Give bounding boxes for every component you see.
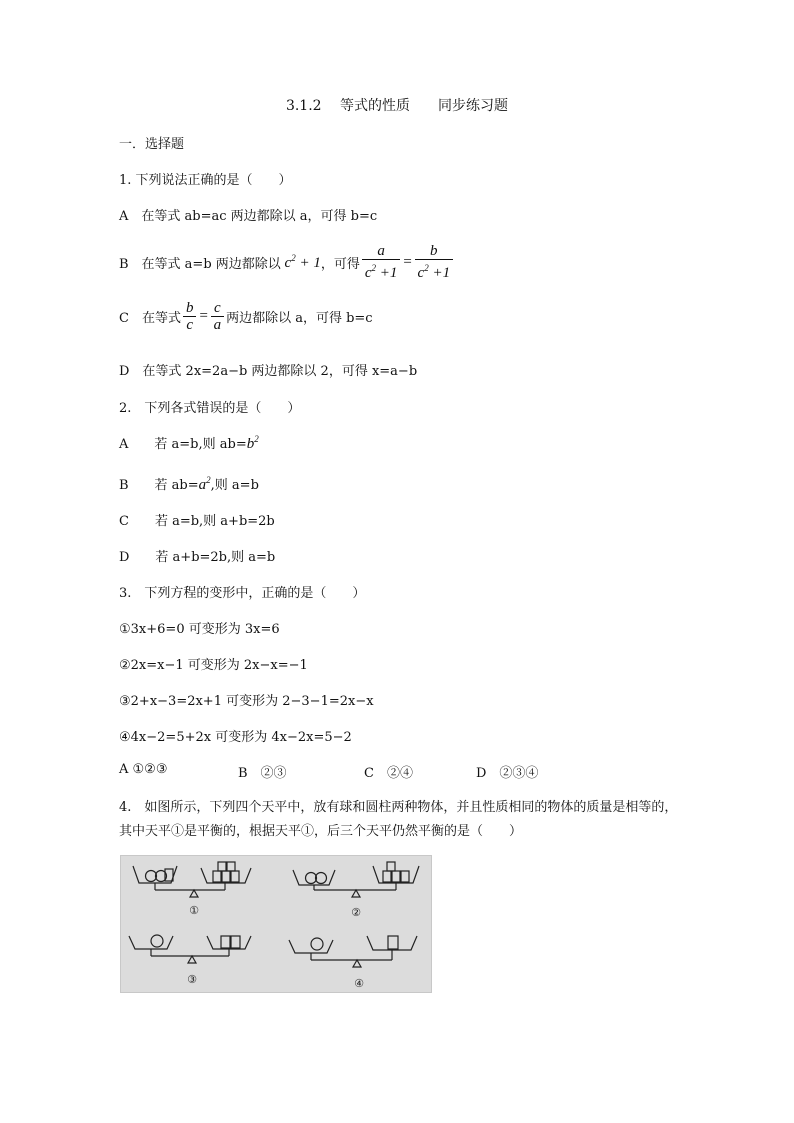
- q2-option-b: [119, 474, 259, 494]
- balance-label-2: ②: [351, 906, 361, 919]
- q1-option-b-text2: ，可得: [320, 256, 360, 272]
- q1-option-b-text: B 在等式 a=b 两边都除以: [119, 256, 281, 272]
- q4-stem: 4. 如图所示，下列四个天平中，放有球和圆柱两种物体，并且性质相同的物体的质量是相等的，其中天平①是平衡的，根据天平①，后三个天平仍然平衡的是（ ）: [119, 800, 678, 839]
- q3-stem: 3. 下列方程的变形中，正确的是（ ）: [119, 586, 366, 601]
- ball-icon: [316, 873, 327, 884]
- q2-option-a: [119, 433, 259, 453]
- balance-label-3: ③: [187, 973, 197, 986]
- cylinder-icon: [231, 936, 240, 948]
- cylinder-icon: [221, 936, 230, 948]
- section-heading: 一．选择题: [119, 137, 185, 152]
- q3-item-3: ③2+x−3=2x+1 可变形为 2−3−1=2x−x: [119, 694, 374, 709]
- page-title: 3.1.2 等式的性质 同步练习题: [285, 98, 509, 114]
- q2-stem: 2. 下列各式错误的是（ ）: [119, 401, 301, 416]
- q3-item-2: ②2x=x−1 可变形为 2x−x=−1: [119, 658, 308, 673]
- q1-stem: 1. 下列说法正确的是（ ）: [119, 173, 292, 188]
- q1-option-c-frac-right: $\frac{c}{a}$: [211, 300, 225, 333]
- q1-option-c-text2: 两边都除以 a，可得 b=c: [226, 311, 373, 326]
- cylinder-icon: [227, 862, 235, 871]
- q1-option-c-frac-left: $\frac{b}{c}$: [183, 300, 197, 333]
- q3-choice-b: B ②③: [238, 766, 287, 781]
- q3-item-1: ①3x+6=0 可变形为 3x=6: [119, 622, 280, 637]
- q1-option-c-equals: =: [198, 308, 209, 324]
- q1-option-b-frac-right: $\frac{b}{c^2 +1}$: [415, 243, 454, 281]
- cylinder-icon: [387, 862, 395, 871]
- q2-option-a-text: A 若 a=b,则 ab=: [119, 437, 247, 452]
- balance-figure: [120, 855, 432, 993]
- ball-icon: [146, 871, 157, 882]
- balance-2: [293, 862, 419, 897]
- q1-option-b-equals: =: [402, 253, 413, 270]
- q2-option-b-text2: ,则 a=b: [210, 478, 259, 493]
- q3-choice-c: C ②④: [364, 766, 413, 781]
- q2-option-c: C 若 a=b,则 a+b=2b: [119, 514, 275, 529]
- q3-choice-a: A ①②③: [119, 762, 168, 777]
- q1-option-b-formula: $c^2 + 1$: [280, 252, 321, 271]
- q2-option-d: D 若 a+b=2b,则 a=b: [119, 550, 276, 565]
- balance-1: [133, 862, 251, 897]
- ball-icon: [311, 938, 323, 950]
- q1-option-c: [119, 300, 373, 333]
- cylinder-icon: [392, 871, 400, 882]
- q1-option-c-text: C 在等式: [119, 311, 181, 326]
- balance-diagram: [121, 856, 431, 992]
- ball-icon: [151, 935, 163, 947]
- q1-option-b: [119, 243, 455, 281]
- q1-option-b-frac-left: $\frac{a}{c^2 +1}$: [362, 243, 401, 281]
- cylinder-icon: [401, 871, 409, 882]
- q1-option-a: A 在等式 ab=ac 两边都除以 a，可得 b=c: [119, 209, 378, 224]
- balance-label-1: ①: [189, 904, 199, 917]
- balance-label-4: ④: [354, 977, 364, 990]
- q2-option-b-text: B 若 ab=: [119, 478, 199, 493]
- balance-3: [129, 935, 251, 963]
- cylinder-icon: [383, 871, 391, 882]
- ball-icon: [306, 873, 317, 884]
- q1-option-d: D 在等式 2x=2a−b 两边都除以 2，可得 x=a−b: [119, 364, 418, 379]
- q3-item-4: ④4x−2=5+2x 可变形为 4x−2x=5−2: [119, 730, 352, 745]
- balance-4: [289, 936, 417, 967]
- q3-choice-d: D ②③④: [476, 766, 539, 781]
- q2-option-a-formula: $b^2$: [246, 434, 259, 452]
- q2-option-b-formula: $a^2$: [198, 475, 211, 493]
- cylinder-icon: [231, 871, 239, 882]
- cylinder-icon: [218, 862, 226, 871]
- cylinder-icon: [213, 871, 221, 882]
- cylinder-icon: [222, 871, 230, 882]
- cylinder-icon: [388, 936, 398, 949]
